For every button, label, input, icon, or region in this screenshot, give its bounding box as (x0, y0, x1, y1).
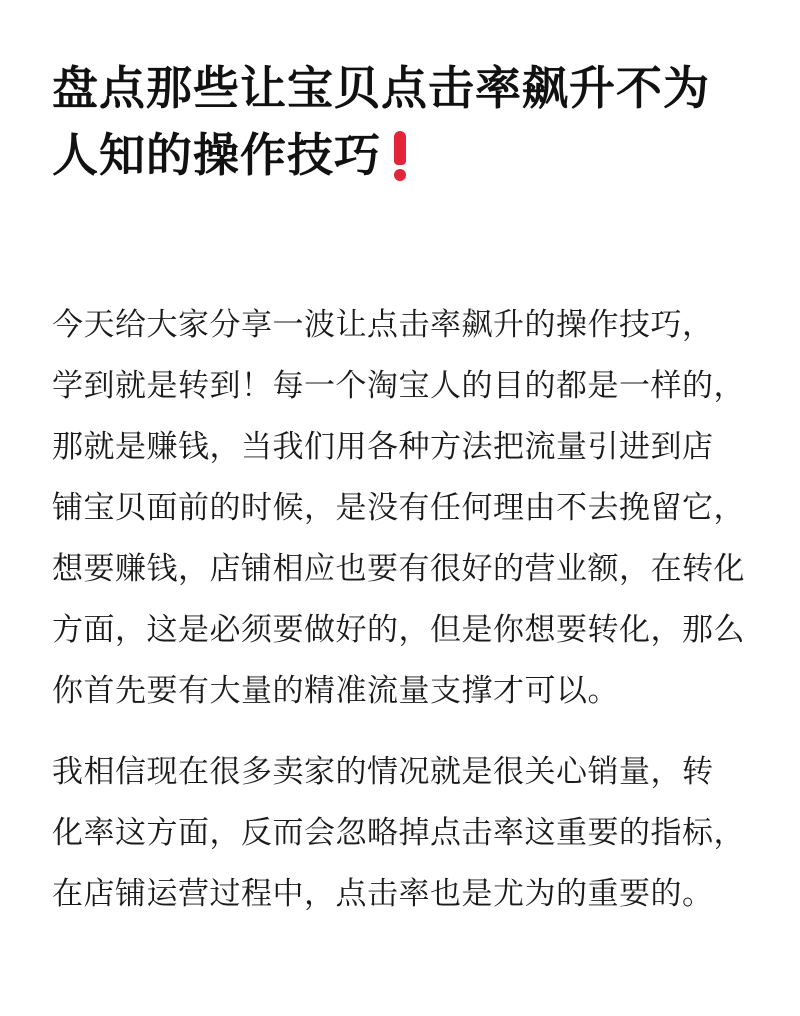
paragraph-line: 方面，这是必须要做好的，但是你想要转化，那么 (52, 612, 745, 648)
paragraph-line: 在店铺运营过程中，点击率也是尤为的重要的。 (52, 876, 714, 912)
paragraph-line: 我相信现在很多卖家的情况就是很关心销量，转 (52, 754, 714, 790)
title-text: 人知的操作技巧 (52, 128, 381, 182)
paragraph-line: 那就是赚钱，当我们用各种方法把流量引进到店 (52, 429, 714, 465)
title-line (52, 58, 710, 118)
paragraph-line: 今天给大家分享一波让点击率飙升的操作技巧， (52, 307, 714, 343)
red-exclamation-icon (391, 131, 409, 183)
paragraph-line: 你首先要有大量的精准流量支撑才可以。 (52, 673, 619, 709)
title-line (52, 125, 409, 185)
paragraph-line: 想要赚钱，店铺相应也要有很好的营业额，在转化 (52, 551, 745, 587)
title-text: 盘点那些让宝贝点击率飙升不为 (52, 61, 710, 115)
paragraph-line: 学到就是转到！每一个淘宝人的目的都是一样的， (52, 368, 745, 404)
paragraph-line: 化率这方面，反而会忽略掉点击率这重要的指标， (52, 815, 745, 851)
paragraph-line: 铺宝贝面前的时候，是没有任何理由不去挽留它， (52, 490, 745, 526)
